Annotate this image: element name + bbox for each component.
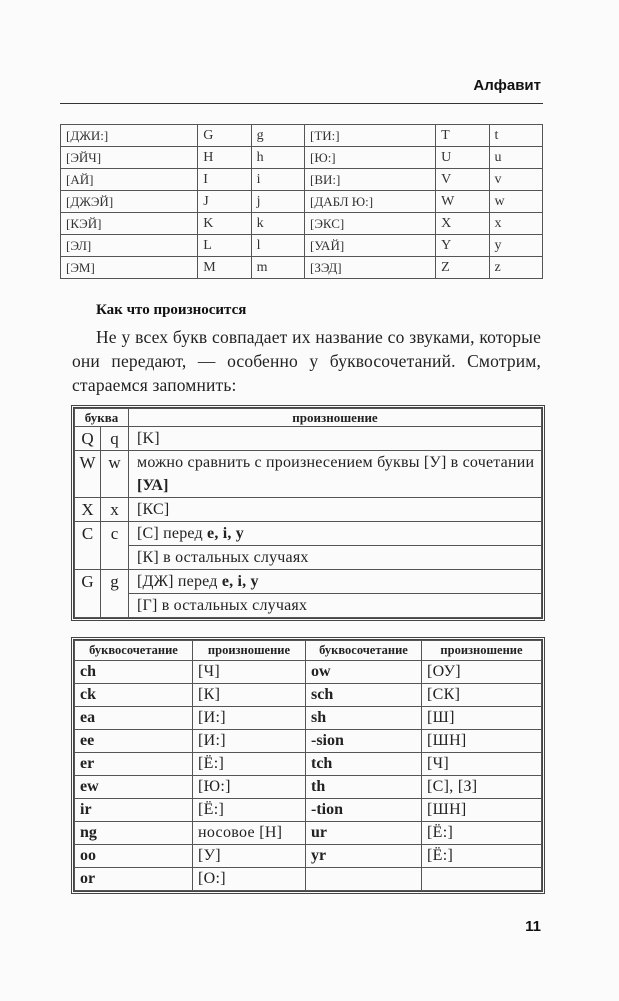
letter-combination: ur	[306, 822, 422, 845]
pronunciation: носовое [Н]	[193, 822, 306, 845]
table-row	[75, 570, 542, 594]
pronunciation: [Ш]	[422, 707, 542, 730]
table-row	[61, 169, 543, 191]
lower-letter: v	[489, 169, 542, 191]
lower-letter: c	[101, 522, 129, 570]
table-row	[61, 235, 543, 257]
pronunciation: [K]	[129, 427, 542, 451]
upper-letter: C	[75, 522, 101, 570]
letter-name: [ДЖЭЙ]	[61, 191, 198, 213]
letter-combination: ck	[75, 684, 193, 707]
letter-name: [Ю:]	[305, 147, 436, 169]
table-row	[61, 147, 543, 169]
upper-letter: G	[198, 125, 251, 147]
upper-letter: U	[436, 147, 489, 169]
lower-letter: g	[101, 570, 129, 618]
letter-combination: ee	[75, 730, 193, 753]
letter-combination: ow	[306, 661, 422, 684]
table-row	[61, 213, 543, 235]
letter-name: [ДАБЛ Ю:]	[305, 191, 436, 213]
pron-text: [ДЖ] перед	[137, 573, 222, 590]
pronunciation-alt: [Г] в остальных случаях	[129, 594, 542, 618]
pronunciation	[129, 522, 542, 546]
pronunciation: [Ч]	[422, 753, 542, 776]
pronunciation: [С], [З]	[422, 776, 542, 799]
page-number: 11	[525, 918, 541, 935]
lower-letter: q	[101, 427, 129, 451]
table-row	[75, 707, 542, 730]
upper-letter: Q	[75, 427, 101, 451]
lower-letter: j	[251, 191, 304, 213]
table-row	[75, 451, 542, 498]
upper-letter: T	[436, 125, 489, 147]
header-letter: буква	[75, 409, 129, 427]
letter-combination: -tion	[306, 799, 422, 822]
letter-name: [АЙ]	[61, 169, 198, 191]
lower-letter: l	[251, 235, 304, 257]
letter-combination: tch	[306, 753, 422, 776]
pronunciation: [И:]	[193, 707, 306, 730]
table-row	[75, 868, 542, 891]
table-row	[61, 191, 543, 213]
letter-name: [ВИ:]	[305, 169, 436, 191]
letter-name: [ДЖИ:]	[61, 125, 198, 147]
letter-name: [ЭЙЧ]	[61, 147, 198, 169]
lower-letter: z	[489, 257, 542, 279]
pronunciation: [Ю:]	[193, 776, 306, 799]
pronunciation-alt: [К] в остальных случаях	[129, 546, 542, 570]
header-rule	[60, 103, 543, 104]
table-row	[75, 546, 542, 570]
table-row	[75, 661, 542, 684]
upper-letter: X	[436, 213, 489, 235]
letter-name: [ЗЭД]	[305, 257, 436, 279]
table-row	[75, 730, 542, 753]
letter-name: [ЭМ]	[61, 257, 198, 279]
letter-name: [ЭКС]	[305, 213, 436, 235]
pronunciation	[129, 570, 542, 594]
upper-letter: L	[198, 235, 251, 257]
header-pronunciation: произношение	[193, 641, 306, 661]
pronunciation: [Ч]	[193, 661, 306, 684]
letters-table	[74, 408, 542, 618]
upper-letter: X	[75, 498, 101, 522]
table-row	[75, 799, 542, 822]
letter-combination: or	[75, 868, 193, 891]
letter-combination: er	[75, 753, 193, 776]
pronunciation: [Ё:]	[422, 822, 542, 845]
upper-letter: J	[198, 191, 251, 213]
upper-letter: W	[75, 451, 101, 498]
table-row	[61, 257, 543, 279]
combo-table	[74, 640, 542, 891]
letters-table-frame	[71, 405, 545, 621]
header-pronunciation: произношение	[129, 409, 542, 427]
letter-combination: -sion	[306, 730, 422, 753]
pron-text: [С] перед	[137, 525, 208, 542]
lower-letter: m	[251, 257, 304, 279]
pronunciation: [Ё:]	[422, 845, 542, 868]
letter-combination: ch	[75, 661, 193, 684]
section-title: Как что произносится	[96, 302, 247, 318]
lower-letter: w	[101, 451, 129, 498]
letter-name: [КЭЙ]	[61, 213, 198, 235]
letter-name: [ЭЛ]	[61, 235, 198, 257]
pronunciation: [КС]	[129, 498, 542, 522]
pronunciation: [Ё:]	[193, 799, 306, 822]
letter-combination: ir	[75, 799, 193, 822]
table-row	[75, 684, 542, 707]
letter-name: [ТИ:]	[305, 125, 436, 147]
table-row	[75, 498, 542, 522]
upper-letter: M	[198, 257, 251, 279]
letter-combination: ew	[75, 776, 193, 799]
letter-combination	[306, 868, 422, 891]
lower-letter: t	[489, 125, 542, 147]
letter-combination: sch	[306, 684, 422, 707]
pronunciation: [И:]	[193, 730, 306, 753]
header-combo: буквосочетание	[75, 641, 193, 661]
lower-letter: x	[101, 498, 129, 522]
table-row	[75, 845, 542, 868]
letter-combination: oo	[75, 845, 193, 868]
upper-letter: G	[75, 570, 101, 618]
lower-letter: i	[251, 169, 304, 191]
lower-letter: w	[489, 191, 542, 213]
running-title: Алфавит	[473, 77, 541, 94]
table-row	[75, 753, 542, 776]
upper-letter: Z	[436, 257, 489, 279]
pronunciation: [ОУ]	[422, 661, 542, 684]
table-row	[75, 427, 542, 451]
intro-paragraph: Не у всех букв совпадает их название со звуками, которые они передают, — особенно у буквосочетаний. Смотрим, стараемся запомнить:	[72, 327, 541, 395]
pronunciation: [О:]	[193, 868, 306, 891]
pronunciation: [Ё:]	[193, 753, 306, 776]
letter-combination: th	[306, 776, 422, 799]
lower-letter: u	[489, 147, 542, 169]
upper-letter: W	[436, 191, 489, 213]
upper-letter: K	[198, 213, 251, 235]
table-row	[75, 522, 542, 546]
pron-bold: e, i, y	[221, 573, 259, 590]
lower-letter: h	[251, 147, 304, 169]
header-combo: буквосочетание	[306, 641, 422, 661]
header-pronunciation: произношение	[422, 641, 542, 661]
letter-name: [УАЙ]	[305, 235, 436, 257]
pronunciation: [СК]	[422, 684, 542, 707]
pron-text: можно сравнить с произнесением буквы [У] в сочетании	[137, 454, 535, 471]
pronunciation	[129, 451, 542, 498]
pronunciation: [К]	[193, 684, 306, 707]
pronunciation: [У]	[193, 845, 306, 868]
pronunciation: [ШН]	[422, 799, 542, 822]
letter-combination: sh	[306, 707, 422, 730]
lower-letter: g	[251, 125, 304, 147]
letter-combination: yr	[306, 845, 422, 868]
combo-table-frame	[71, 637, 545, 894]
pron-bold: e, i, y	[207, 525, 244, 542]
upper-letter: V	[436, 169, 489, 191]
upper-letter: H	[198, 147, 251, 169]
pron-bold: [УА]	[137, 477, 169, 494]
letter-combination: ea	[75, 707, 193, 730]
lower-letter: x	[489, 213, 542, 235]
pronunciation	[422, 868, 542, 891]
upper-letter: I	[198, 169, 251, 191]
table-row	[75, 822, 542, 845]
upper-letter: Y	[436, 235, 489, 257]
lower-letter: y	[489, 235, 542, 257]
table-row	[61, 125, 543, 147]
table-row	[75, 594, 542, 618]
alphabet-table	[60, 124, 543, 279]
lower-letter: k	[251, 213, 304, 235]
letter-combination: ng	[75, 822, 193, 845]
table-row	[75, 776, 542, 799]
pronunciation: [ШН]	[422, 730, 542, 753]
